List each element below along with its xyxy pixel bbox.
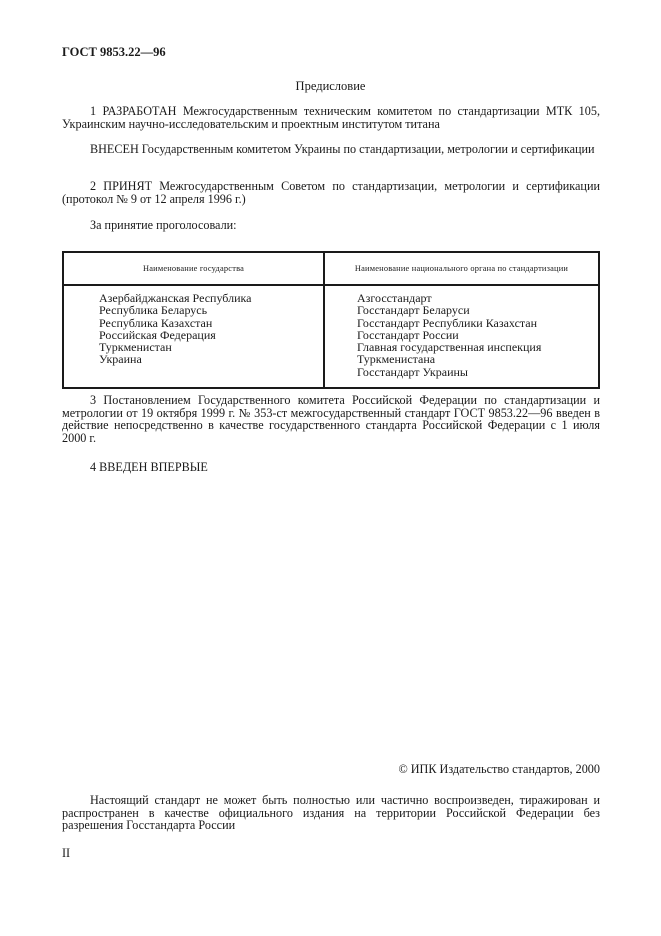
paragraph-introduced-text: ВНЕСЕН Государственным комитетом Украины по стандартизации, метрологии и сертификации — [90, 142, 595, 156]
table-cell-body: Азгосстандарт — [357, 291, 432, 305]
table-cell-body: Госстандарт Республики Казахстан — [357, 315, 538, 330]
paragraph-developed-text: 1 РАЗРАБОТАН Межгосударственным техническим комитетом по стандартизации МТК 105, Украинским научно-исследовательским и проектным институтом титана — [62, 104, 600, 131]
section-title: Предисловие — [295, 79, 366, 93]
paragraph-introduced — [62, 143, 600, 156]
paragraph-resolution — [62, 394, 600, 444]
table-cell-state: Туркменистан — [99, 340, 172, 355]
voting-table — [62, 251, 600, 389]
document-code: ГОСТ 9853.22—96 — [62, 45, 166, 59]
paragraph-resolution-text: 3 Постановлением Государственного комитета Российской Федерации по стандартизации и метрологии от 19 октября 1999 г. № 353-ст межгосударственный стандарт ГОСТ 9853.22—96 введен в действие непосредственно в качестве государственного стандарта Российской Федерации с 1 июля 2000 г. — [62, 393, 600, 445]
reproduction-notice — [62, 794, 600, 832]
table-body — [63, 285, 599, 388]
paragraph-developed — [62, 105, 600, 131]
bodies-column — [324, 285, 599, 388]
table-cell-state: Республика Беларусь — [99, 303, 208, 318]
table-cell-state: Республика Казахстан — [99, 315, 213, 330]
table-cell-body: Госстандарт Беларуси — [357, 303, 470, 318]
table-cell-state: Украина — [99, 352, 142, 367]
paragraph-voted — [62, 219, 600, 232]
table-header-body: Наименование национального органа по стандартизации — [324, 252, 599, 285]
table-cell-body: Главная государственная инспекция Туркменистана — [357, 340, 542, 367]
paragraph-voted-text: За принятие проголосовали: — [90, 218, 237, 232]
table-header-row — [63, 252, 599, 285]
paragraph-first-introduced — [62, 461, 600, 474]
table-cell-body: Госстандарт Украины — [357, 364, 468, 379]
page-number: II — [62, 846, 71, 860]
paragraph-first-introduced-text: 4 ВВЕДЕН ВПЕРВЫЕ — [90, 460, 208, 474]
table-header-state: Наименование государства — [63, 252, 324, 285]
table-cell-body: Госстандарт России — [357, 327, 459, 342]
paragraph-adopted — [62, 180, 600, 206]
table-cell-state: Российская Федерация — [99, 327, 216, 342]
states-column — [63, 285, 324, 388]
table-cell-state: Азербайджанская Республика — [99, 291, 252, 305]
reproduction-notice-text: Настоящий стандарт не может быть полностью или частично воспроизведен, тиражирован и распространен в качестве официального издания на территории Российской Федерации без разрешения Госстандарта России — [62, 793, 600, 832]
copyright-notice: © ИПК Издательство стандартов, 2000 — [398, 762, 600, 776]
paragraph-adopted-text: 2 ПРИНЯТ Межгосударственным Советом по стандартизации, метрологии и сертификации (протокол № 9 от 12 апреля 1996 г.) — [62, 179, 600, 206]
